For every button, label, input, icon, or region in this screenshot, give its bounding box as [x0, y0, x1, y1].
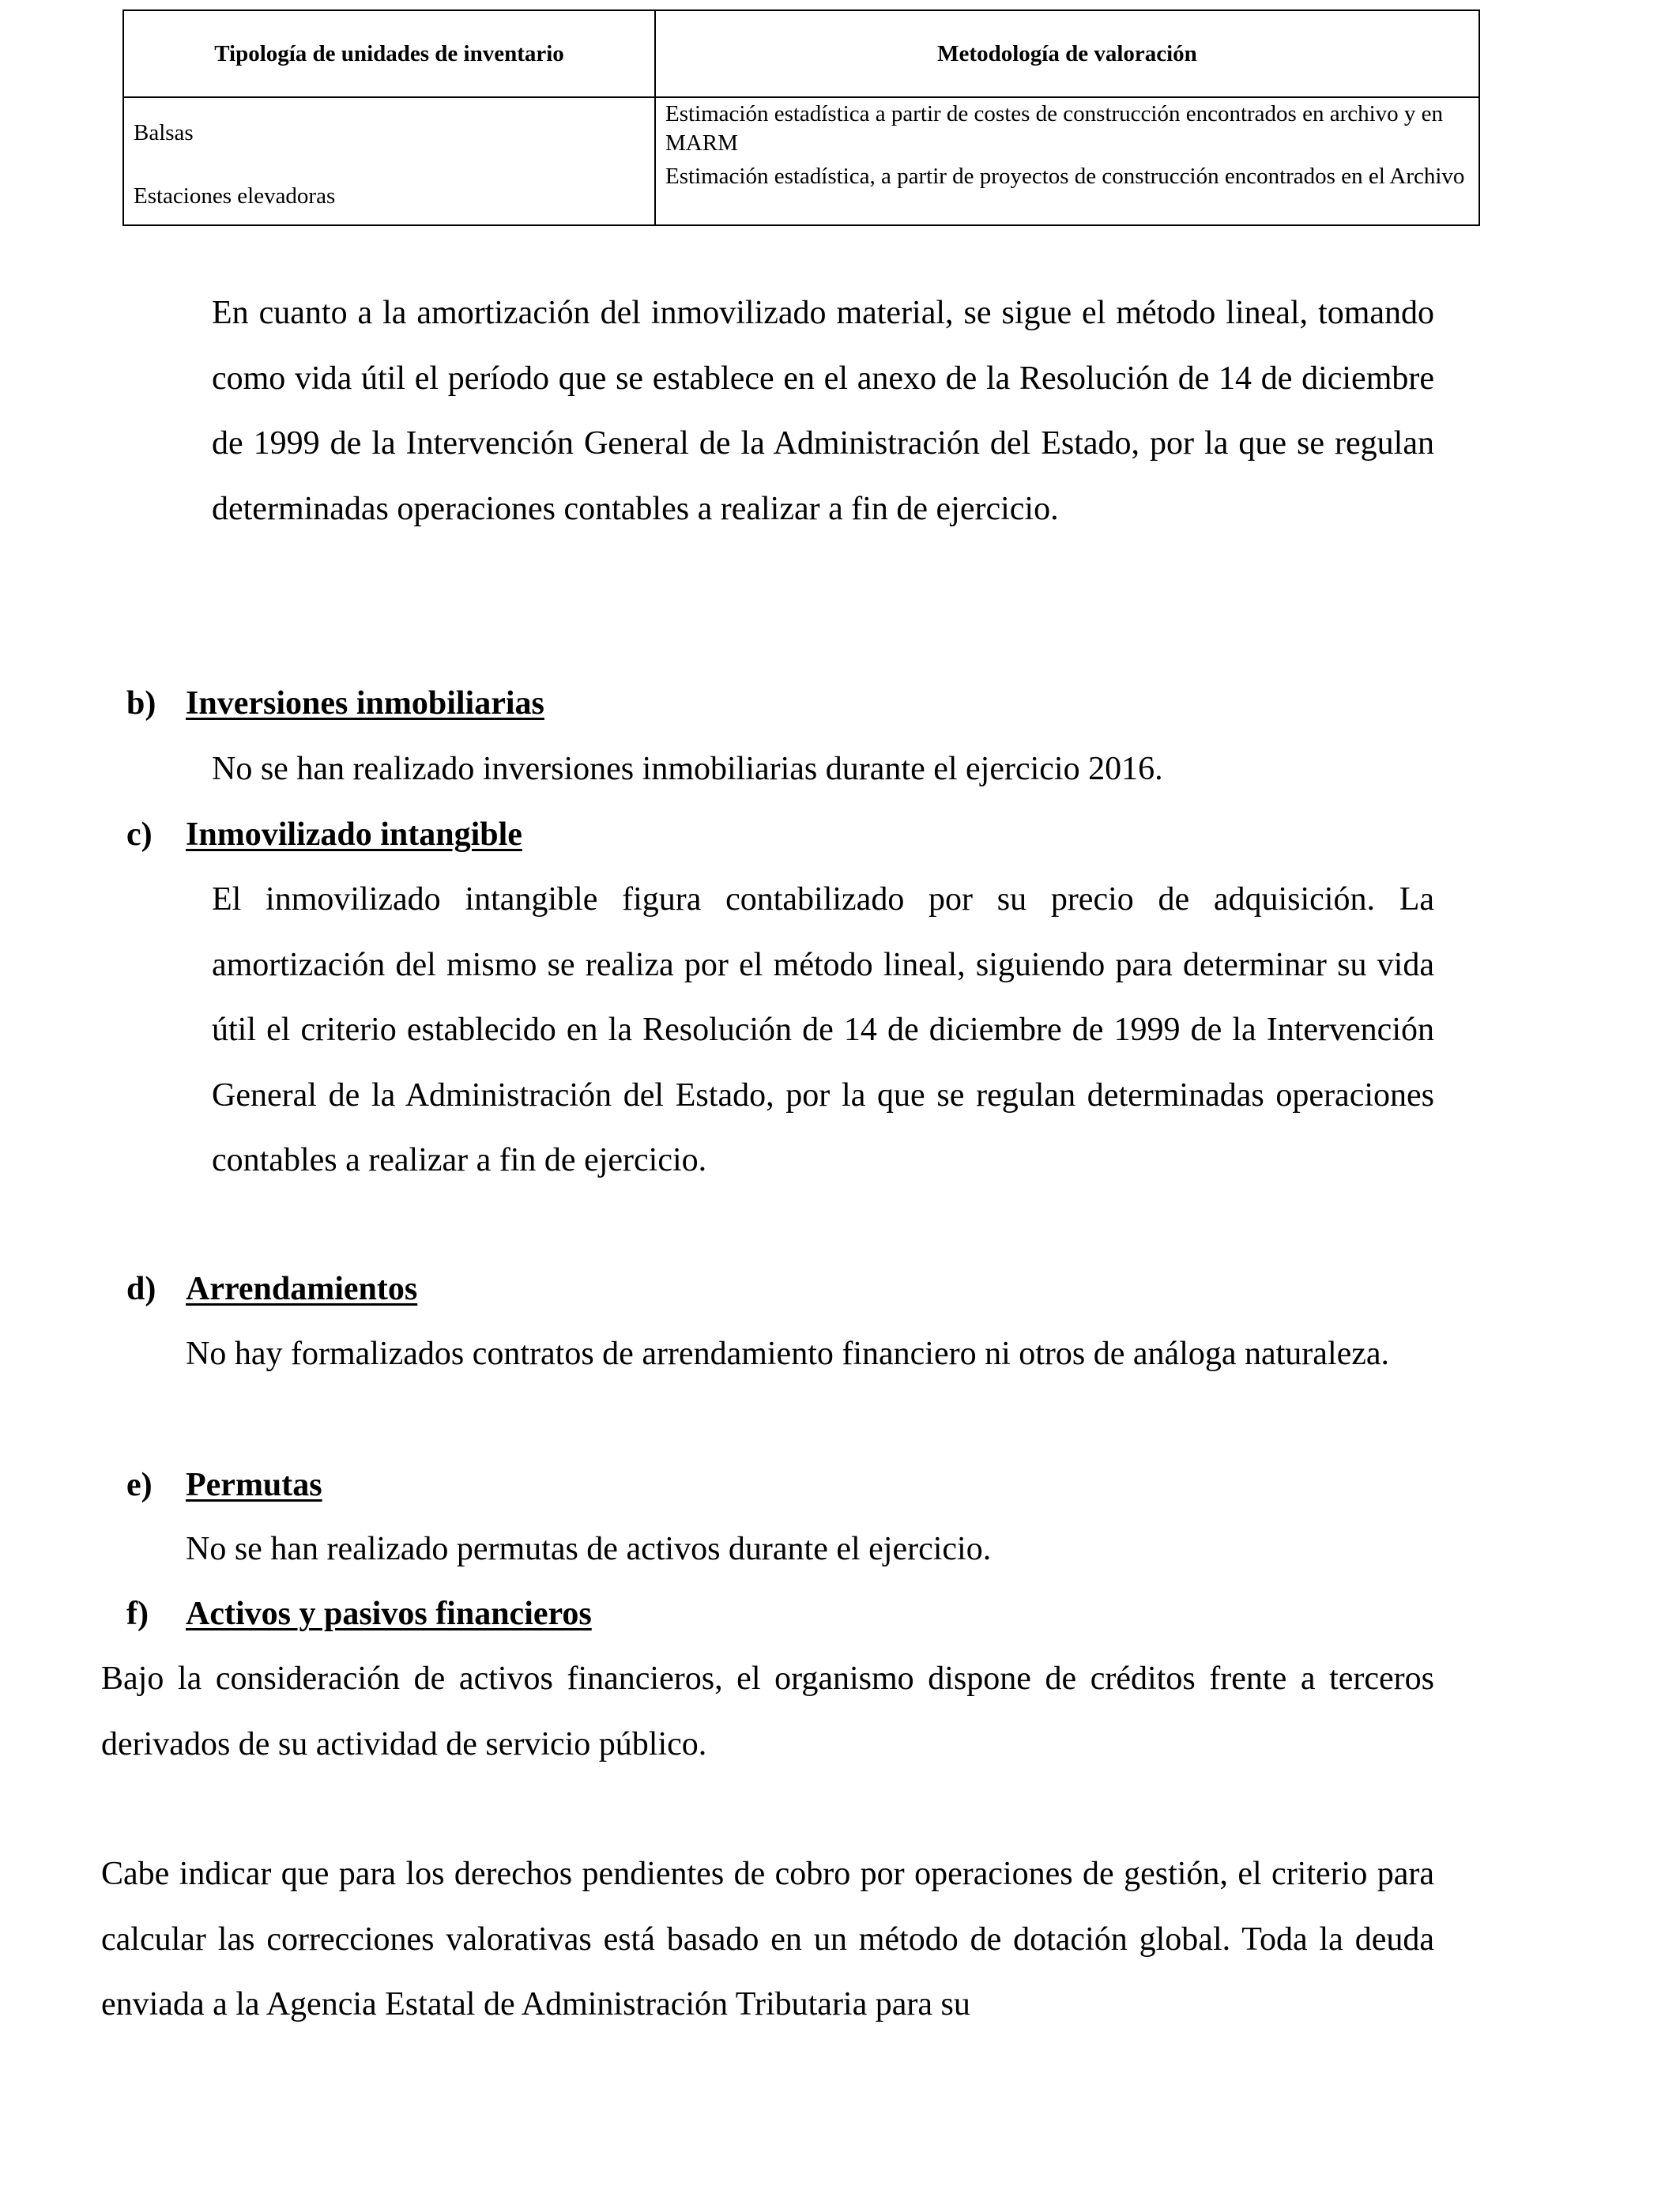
section-letter: b) — [126, 685, 156, 722]
table-row-method: Estimación estadística, a partir de proyectos de construcción encontrados en el Archivo — [665, 164, 1465, 189]
section-text-c: El inmovilizado intangible figura contabilizado por su precio de adquisición. La amortización del mismo se realiza por el método lineal, siguiendo para determinar su vida útil el criterio establecido en la Resolución de 14 de diciembre de 1999 de la Intervención General de la Administración del Estado, por la que se regulan determinadas operaciones contables a realizar a fin de ejercicio. — [212, 881, 1434, 1178]
table-header-method: Metodología de valoración — [655, 10, 1479, 97]
section-heading-e — [126, 1461, 322, 1509]
section-title: Inversiones inmobiliarias — [186, 685, 544, 722]
table-row-method: Estimación estadística a partir de costes de construcción encontrados en archivo y en MARM — [665, 101, 1444, 156]
section-text-d: No hay formalizados contratos de arrendamiento financiero ni otros de análoga naturaleza. — [186, 1336, 1390, 1372]
intro-paragraph: En cuanto a la amortización del inmovilizado material, se sigue el método lineal, tomando como vida útil el período que se establece en el anexo de la Resolución de 14 de diciembre de 1999 de la Intervención General de la Administración del Estado, por la que se regulan determinadas operaciones contables a realizar a fin de ejercicio. — [212, 295, 1434, 527]
section-heading-f — [126, 1590, 592, 1638]
section-letter: e) — [126, 1467, 153, 1503]
section-letter: f) — [126, 1596, 149, 1632]
paragraph-activos: Bajo la consideración de activos financieros, el organismo dispone de créditos frente a terceros derivados de su actividad de servicio público. — [101, 1661, 1434, 1762]
table-body-row — [123, 97, 1479, 225]
table-header-row — [123, 10, 1479, 97]
table-cell-methods — [655, 97, 1479, 225]
section-heading-c — [126, 811, 522, 858]
section-letter: d) — [126, 1271, 156, 1307]
table-row-type: Estaciones elevadoras — [134, 183, 336, 209]
section-title: Arrendamientos — [186, 1271, 418, 1307]
section-text-e: No se han realizado permutas de activos durante el ejercicio. — [186, 1531, 992, 1567]
paragraph-derechos: Cabe indicar que para los derechos pendientes de cobro por operaciones de gestión, el criterio para calcular las correcciones valorativas está basado en un método de dotación global. Toda la deuda enviada a la Agencia Estatal de Administración Tributaria para su — [101, 1856, 1434, 2022]
section-text-b: No se han realizado inversiones inmobiliarias durante el ejercicio 2016. — [212, 751, 1163, 787]
section-title: Inmovilizado intangible — [186, 816, 522, 853]
section-heading-d — [126, 1265, 417, 1313]
inventory-valuation-table — [122, 9, 1480, 226]
section-heading-b — [126, 680, 544, 727]
table-header-type: Tipología de unidades de inventario — [123, 10, 655, 97]
table-row-type: Balsas — [134, 120, 194, 145]
section-title: Permutas — [186, 1467, 322, 1503]
table-cell-types — [123, 97, 655, 225]
section-letter: c) — [126, 816, 153, 853]
section-title: Activos y pasivos financieros — [186, 1596, 592, 1632]
